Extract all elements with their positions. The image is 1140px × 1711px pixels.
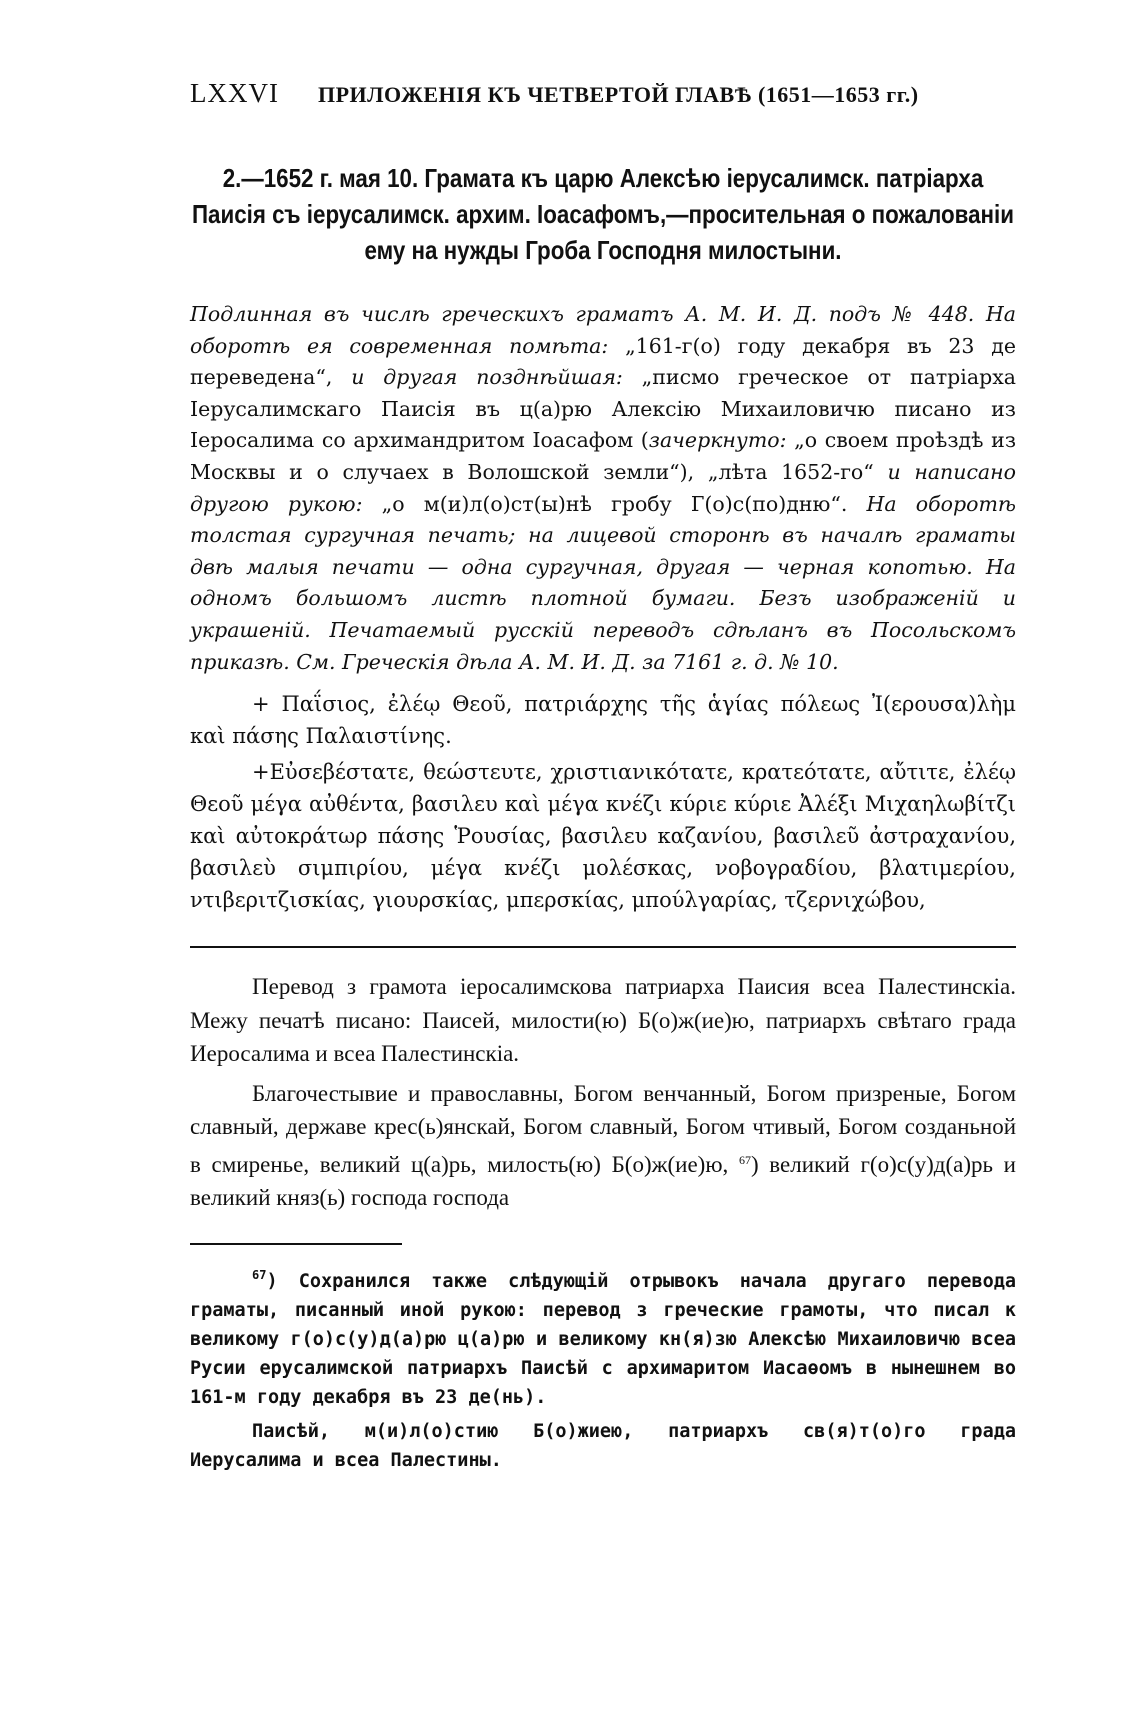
footnote-paragraph-1 (190, 1261, 1016, 1412)
running-title: ПРИЛОЖЕНIЯ КЪ ЧЕТВЕРТОЙ ГЛАВѢ (1651—1653 гг.) (318, 82, 919, 107)
document-heading: 2.—1652 г. мая 10. Грамата къ царю Алексѣю iерусалимск. патрiарха Паисiя съ iерусалимск. архим. Iоасафомъ,—просительная о пожалованiи ему на нужды Гроба Господня милостыни. (191, 163, 1014, 265)
greek-paragraph-address: +Εὐσεβέστατε, θεώστευτε, χριστιανικότατε, κρατεότατε, αὔτιτε, ἐλέῳ Θεοῦ μέγα αὐθέντα, βασιλευ καὶ μέγα κνέζι κύριε κύριε Ἀλέξι Μιχαηλωβίτζι καὶ αὐτοκράτωρ πάσης Ῥουσίας, βασιλευ καζανίου, βασιλεῦ ἀστραχανίου, βασιλεὺ σιμπιρίου, μέγα κνέζι μολέσκας, νοβογραδίου, βλατιμερίου, ντιβεριτζισκίας, γιουρσκίας, μπερσκίας, μπούλγαρίας, τζερνιχώβου, (190, 760, 1016, 913)
book-page (190, 78, 1016, 1480)
russian-translation (190, 970, 1016, 1215)
description-part-italic: и другая позднѣйшая: (351, 365, 642, 390)
greek-paragraph-intitulatio: + Παΐσιος, ἐλέῳ Θεοῦ, πατριάρχης τῆς ἁγίας πόλεως Ἰ(ερουσα)λὴμ καὶ πάσης Παλαιστίνης. (190, 692, 1016, 749)
description-part-italic: зачеркнуто: (648, 428, 795, 453)
description-part: „о своем проѣздѣ из Москвы и о случаех в Волошской земли“), „лѣта 1652-го“ (190, 428, 1016, 484)
document-description (190, 299, 1016, 678)
running-head (190, 78, 1016, 118)
translation-paragraph-2 (190, 1077, 1016, 1215)
footnote-divider (190, 1243, 402, 1245)
section-divider (190, 946, 1016, 948)
footnote-marker: 67 (252, 1267, 267, 1282)
description-part-italic: Подлинная въ числѣ греческихъ граматъ А. М. И. Д. подъ № 448. На оборотѣ ея современная помѣта: (190, 302, 1016, 358)
page-number: LXXVI (190, 78, 279, 108)
description-part: „161-г(о) году декабря въ 23 де переведена“, (190, 333, 1016, 390)
translation-paragraph-1: Перевод з грамота iеросалимскова патриарха Паисия всеа Палестинскiа. Межу печатѣ писано: Паисей, милости(ю) Б(о)ж(ие)ю, патриархъ свѣтаго града Иеросалима и всеа Палестинскiа. (190, 974, 1016, 1067)
footnote-paragraph-2: Паисѣй, м(и)л(о)стию Б(о)жиею, патриархъ св(я)т(о)го града Иерусалима и всеа Палестины. (190, 1420, 1016, 1471)
description-part: „о м(и)л(о)ст(ы)нѣ гробу Г(о)с(по)дню“. (381, 491, 867, 516)
description-part-italic: На оборотѣ толстая сургучная печать; на лицевой сторонѣ въ началѣ граматы двѣ малыя печати — одна сургучная, другая — черная копотью. На одномъ большомъ листѣ плотной бумаги. Безъ изображенiй и украшенiй. Печатаемый русскiй переводъ сдѣланъ въ Посольскомъ приказѣ. См. Греческiя дѣла А. М. И. Д. за 7161 г. д. № 10. (190, 491, 1016, 674)
greek-original-text (190, 688, 1016, 916)
footnote-text: ) Сохранился также слѣдующiй отрывокъ начала другаго перевода граматы, писанный иной рукою: перевод з греческие грамоты, что писал к великому г(о)с(у)д(а)рю ц(а)рю и великому кн(я)зю Алексѣю Михаиловичю всеа Русии ерусалимской патриархъ Паисѣй с архимаритом Иасаѳомъ в нынешнем во 161-м году декабря въ 23 де(нь). (190, 1270, 1016, 1408)
footnote (190, 1261, 1016, 1475)
translation-text: ) великий г(о)с(у)д(а)рь и великий княз(ь) господа господа (190, 1151, 1016, 1211)
footnote-reference[interactable]: 67 (738, 1152, 751, 1167)
translation-text: Благочестывие и православны, Богом венчанный, Богом призреные, Богом славный, державе крес(ь)янскай, Богом славный, Богом чтивый, Богом созданьной в смиренье, великий ц(а)рь, милость(ю) Б(о)ж(ие)ю, (190, 1080, 1016, 1177)
description-part: „писмо греческое от патрiарха Iерусалимскаго Паисiя въ ц(а)рю Алексiю Михаиловичю писано из Iеросалима со архимандритом Iоасафом ( (190, 365, 1016, 453)
description-part-italic: и написано другою рукою: (190, 459, 1016, 516)
